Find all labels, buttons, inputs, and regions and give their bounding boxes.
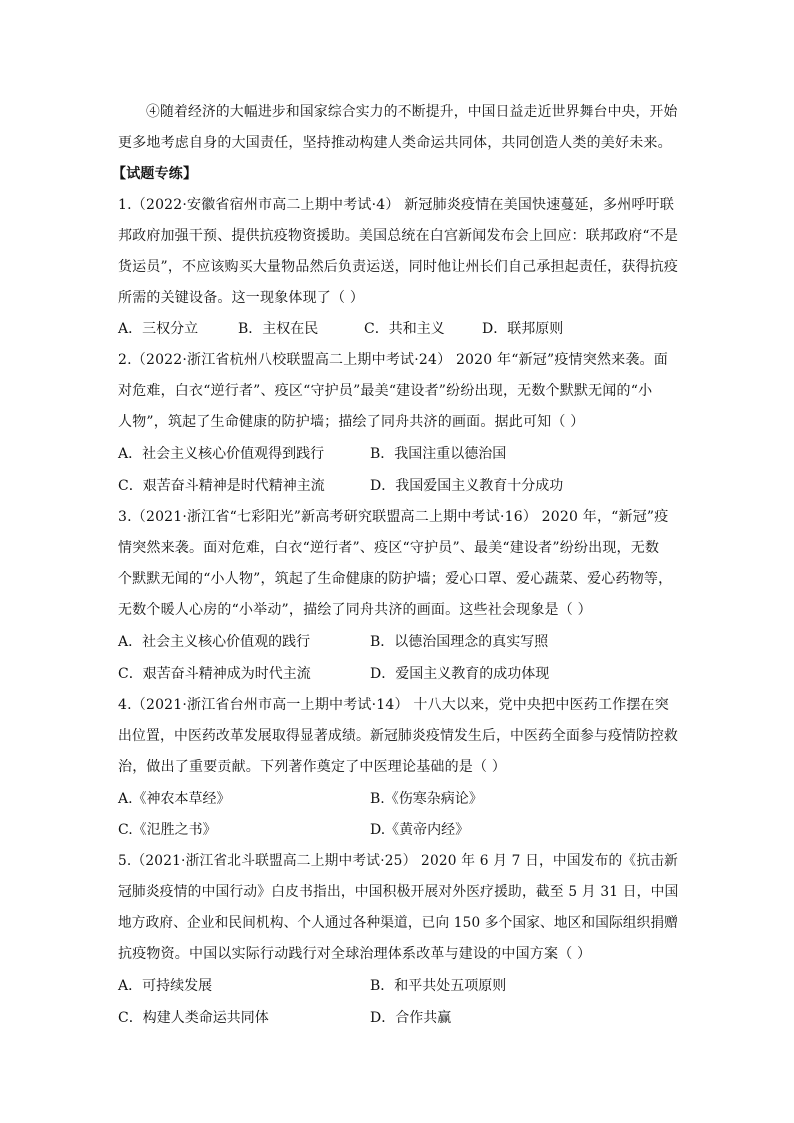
- section-title: 【试题专练】: [112, 166, 198, 182]
- question-3-options-row-1: [118, 632, 678, 652]
- question-1-line-1: 1.（2022·安徽省宿州市高二上期中考试·4） 新冠肺炎疫情在美国快速蔓延，多州呼吁联: [118, 197, 675, 213]
- question-3-line-2: 情突然来袭。面对危难，白衣“逆行者”、疫区“守护员”、最美“建设者”纷纷出现，无数: [118, 540, 660, 556]
- question-3-line-3: 个默默无闻的“小人物”，筑起了生命健康的防护墙；爱心口罩、爱心蔬菜、爱心药物等，: [118, 571, 673, 587]
- question-3-option-d[interactable]: D．爱国主义教育的成功体现: [370, 666, 550, 682]
- question-5-option-b[interactable]: B．和平共处五项原则: [370, 978, 507, 994]
- intro-line-1: ④随着经济的大幅进步和国家综合实力的不断提升，中国日益走近世界舞台中央，开始: [146, 104, 678, 120]
- question-5-options-row-1: [118, 976, 678, 996]
- question-4-line-3: 治，做出了重要贡献。下列著作奠定了中医理论基础的是（ ）: [118, 759, 507, 775]
- question-4-line-2: 出位置，中医药改革发展取得显著成绩。新冠肺炎疫情发生后，中医药全面参与疫情防控救: [118, 728, 679, 744]
- question-1-option-a[interactable]: A．三权分立: [118, 321, 199, 337]
- question-4-option-d[interactable]: D.《黄帝内经》: [370, 822, 470, 838]
- question-5-line-3: 地方政府、企业和民间机构、个人通过各种渠道，已向 150 多个国家、地区和国际组织捐赠: [118, 915, 679, 931]
- question-2-option-a[interactable]: A．社会主义核心价值观得到践行: [118, 446, 325, 462]
- question-4-line-1: 4.（2021·浙江省台州市高一上期中考试·14） 十八大以来，党中央把中医药工作摆在突: [118, 697, 669, 713]
- question-3-option-a[interactable]: A．社会主义核心价值观的践行: [118, 634, 311, 650]
- question-1-option-c[interactable]: C．共和主义: [364, 321, 445, 337]
- question-5-line-4: 抗疫物资。中国以实际行动践行对全球治理体系改革与建设的中国方案（ ）: [118, 946, 592, 962]
- question-2-line-3: 人物”，筑起了生命健康的防护墙；描绘了同舟共济的画面。据此可知（ ）: [118, 414, 585, 430]
- question-4-options-row-2: [118, 820, 678, 840]
- question-5-line-2: 冠肺炎疫情的中国行动》白皮书指出，中国积极开展对外医疗援助，截至 5 月 31 日，中国: [118, 884, 679, 900]
- question-3-option-c[interactable]: C．艰苦奋斗精神成为时代主流: [118, 666, 311, 682]
- question-2-option-d[interactable]: D．我国爱国主义教育十分成功: [370, 478, 564, 494]
- question-3-line-1: 3.（2021·浙江省“七彩阳光”新高考研究联盟高二上期中考试·16） 2020 年，“新冠”疫: [118, 509, 669, 525]
- question-5-option-d[interactable]: D．合作共赢: [370, 1010, 452, 1026]
- question-3-line-4: 无数个暖人心房的“小举动”，描绘了同舟共济的画面。这些社会现象是（ ）: [118, 602, 592, 618]
- intro-line-2: 更多地考虑自身的大国责任，坚持推动构建人类命运共同体，共同创造人类的美好未来。: [118, 135, 672, 151]
- question-2-line-2: 对危难，白衣“逆行者”、疫区“守护员”最美“建设者”纷纷出现，无数个默默无闻的“小: [118, 383, 653, 399]
- question-1-options: [118, 319, 678, 339]
- question-1-line-3: 货运员”，不应该购买大量物品然后负责运送，同时他让州长们自己承担起责任，获得抗疫: [118, 259, 679, 275]
- question-2-option-b[interactable]: B．我国注重以德治国: [370, 446, 507, 462]
- question-2-options-row-1: [118, 444, 678, 464]
- question-2-options-row-2: [118, 476, 678, 496]
- question-1-option-b[interactable]: B．主权在民: [238, 321, 319, 337]
- question-5-option-a[interactable]: A．可持续发展: [118, 978, 213, 994]
- question-4-option-c[interactable]: C.《氾胜之书》: [118, 822, 217, 838]
- question-1-option-d[interactable]: D．联邦原则: [482, 321, 564, 337]
- question-4-option-b[interactable]: B.《伤寒杂病论》: [370, 791, 483, 807]
- question-4-option-a[interactable]: A.《神农本草经》: [118, 791, 231, 807]
- question-3-options-row-2: [118, 664, 678, 684]
- question-4-options-row-1: [118, 789, 678, 809]
- question-2-option-c[interactable]: C．艰苦奋斗精神是时代精神主流: [118, 478, 325, 494]
- question-1-line-4: 所需的关键设备。这一现象体现了（ ）: [118, 290, 365, 306]
- question-3-option-b[interactable]: B．以德治国理念的真实写照: [370, 634, 549, 650]
- question-2-line-1: 2.（2022·浙江省杭州八校联盟高二上期中考试·24） 2020 年“新冠”疫情突然来袭。面: [118, 352, 668, 368]
- question-5-option-c[interactable]: C．构建人类命运共同体: [118, 1010, 269, 1026]
- question-5-options-row-2: [118, 1008, 678, 1028]
- question-5-line-1: 5.（2021·浙江省北斗联盟高二上期中考试·25） 2020 年 6 月 7 日，中国发布的《抗击新: [118, 853, 679, 869]
- question-1-line-2: 邦政府加强干预、提供抗疫物资援助。美国总统在白宫新闻发布会上回应：联邦政府“不是: [118, 228, 679, 244]
